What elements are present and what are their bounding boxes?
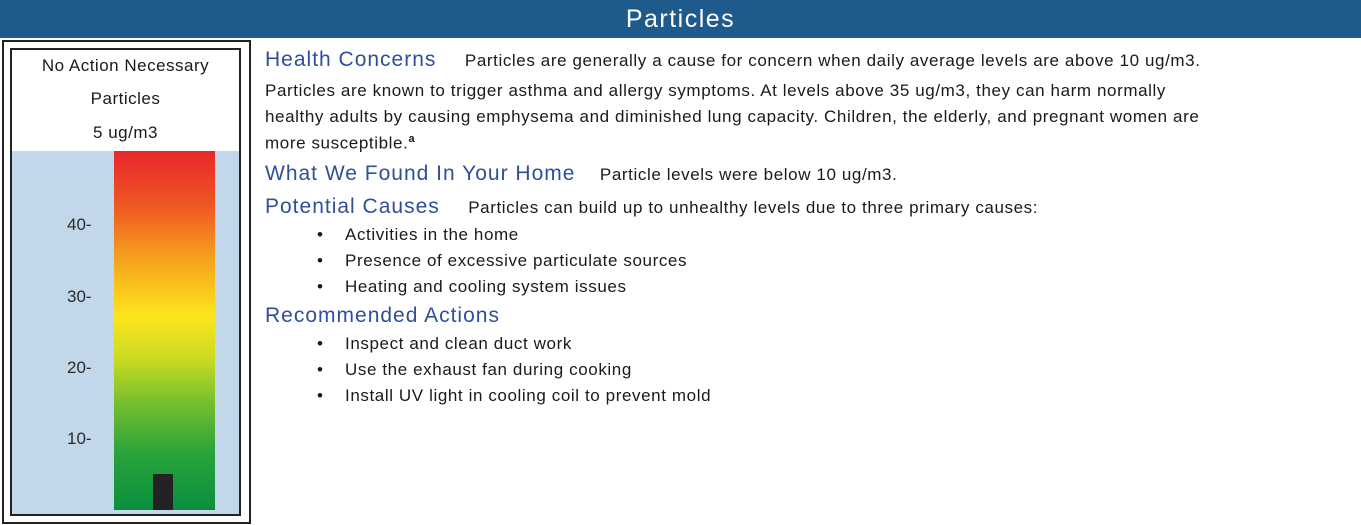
health-line-2: Particles are known to trigger asthma and allergy symptoms. At levels above 35 ug/m3, they can harm normally [265, 81, 1167, 100]
health-first-line [265, 48, 1201, 72]
footnote-marker: a [408, 133, 416, 145]
gauge-tick-10: 10- [67, 429, 92, 448]
health-line-4: more susceptible. [265, 133, 409, 153]
gauge-pollutant: Particles [90, 89, 161, 108]
causes-text: Particles can build up to unhealthy levels due to three primary causes: [468, 198, 1039, 217]
gauge-tick-20: 20- [67, 358, 92, 377]
bullet-icon: • [317, 386, 323, 405]
bullet-icon: • [317, 360, 323, 379]
bullet-icon: • [317, 225, 323, 244]
section-header [0, 0, 1361, 38]
gauge-tick-30: 30- [67, 287, 92, 306]
gauge-status: No Action Necessary [41, 56, 210, 75]
found-heading: What We Found In Your Home [265, 162, 576, 185]
health-concerns-heading: Health Concerns [265, 48, 437, 71]
list-item: Activities in the home [345, 225, 519, 244]
causes-heading: Potential Causes [265, 195, 440, 218]
health-line-1: Particles are generally a cause for concern when daily average levels are above 10 ug/m3. [464, 51, 1201, 70]
section-title: Particles [625, 4, 736, 33]
bullet-icon: • [317, 251, 323, 270]
gauge-tick-40: 40- [67, 215, 92, 234]
list-item: Presence of excessive particulate sources [345, 251, 688, 270]
bullet-icon: • [317, 277, 323, 296]
gauge-color-scale [114, 151, 215, 510]
gauge-level-indicator [153, 474, 173, 510]
list-item: Install UV light in cooling coil to prevent mold [345, 386, 712, 405]
health-line-3: healthy adults by causing emphysema and diminished lung capacity. Children, the elderly, and pregnant women are [265, 107, 1200, 126]
found-text: Particle levels were below 10 ug/m3. [599, 165, 898, 184]
list-item: Heating and cooling system issues [345, 277, 627, 296]
found-line [265, 162, 897, 186]
gauge-chart [12, 151, 239, 514]
actions-heading: Recommended Actions [265, 304, 500, 327]
bullet-icon: • [317, 334, 323, 353]
list-item: Inspect and clean duct work [345, 334, 572, 353]
health-line-4-wrap [265, 133, 415, 154]
list-item: Use the exhaust fan during cooking [345, 360, 632, 379]
gauge-reading: 5 ug/m3 [93, 123, 158, 142]
causes-line [265, 195, 1038, 219]
